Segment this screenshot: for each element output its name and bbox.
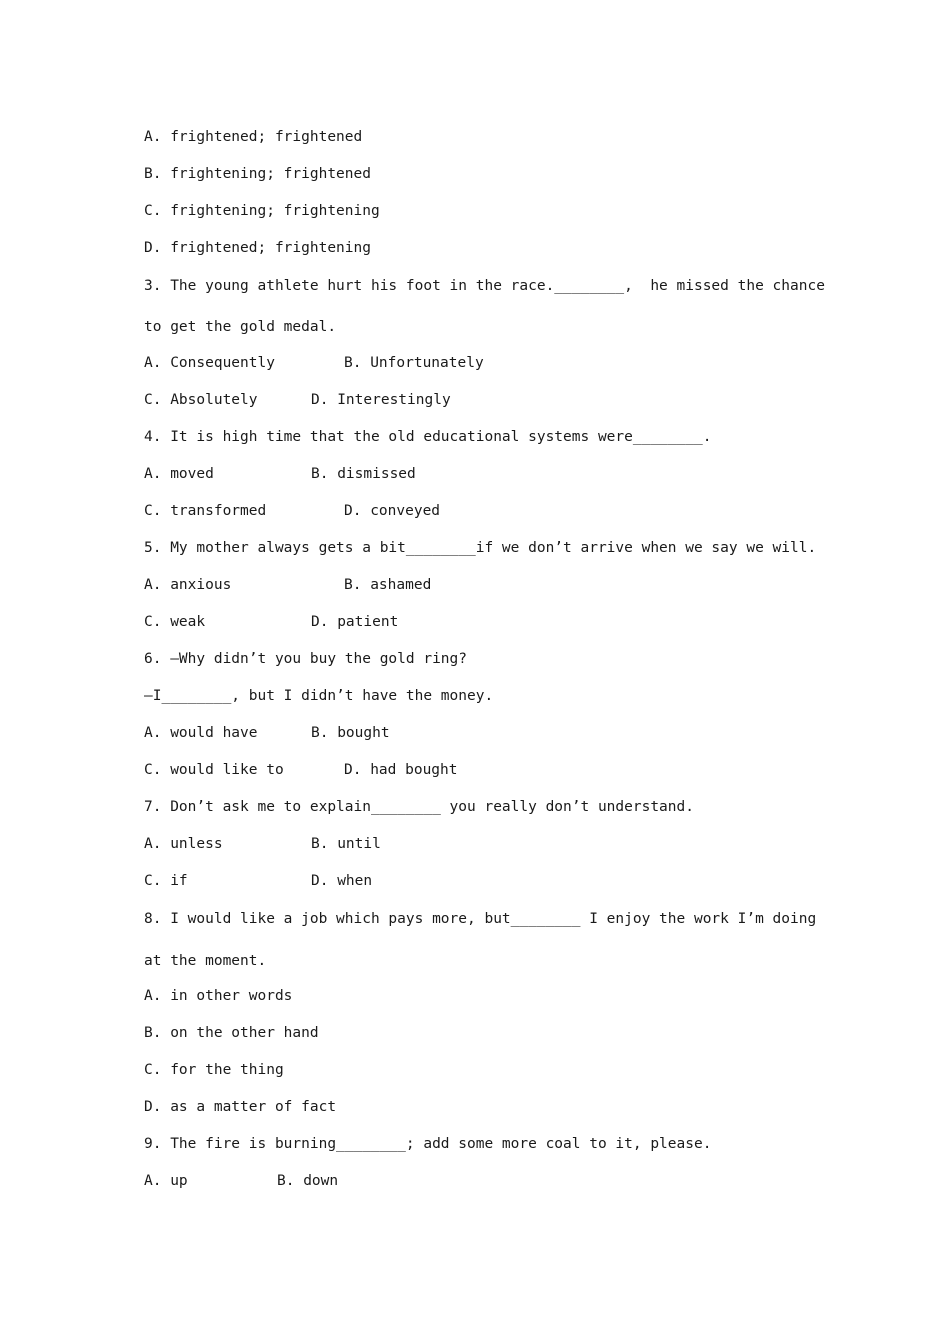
option-text: C. weak <box>144 614 206 630</box>
option-text: B. until <box>311 836 381 852</box>
option-text: A. unless <box>144 836 223 852</box>
question-text: 6. —Why didn’t you buy the gold ring? <box>144 651 468 667</box>
option-text: D. when <box>311 873 373 889</box>
question-text: 7. Don’t ask me to explain________ you really don’t understand. <box>144 799 694 815</box>
option-text: B. Unfortunately <box>344 355 484 371</box>
question-text: 3. The young athlete hurt his foot in the race.________, he missed the chance <box>144 278 825 294</box>
option-text: C. for the thing <box>144 1062 284 1078</box>
question-text: at the moment. <box>144 953 267 969</box>
option-text: C. would like to <box>144 762 284 778</box>
question-text: to get the gold medal. <box>144 319 337 335</box>
option-text: B. bought <box>311 725 390 741</box>
option-text: A. Consequently <box>144 355 275 371</box>
option-text: B. frightening; frightened <box>144 166 371 182</box>
option-text: D. Interestingly <box>311 392 451 408</box>
option-text: A. would have <box>144 725 258 741</box>
option-text: A. moved <box>144 466 214 482</box>
question-text: 5. My mother always gets a bit________if we don’t arrive when we say we will. <box>144 540 817 556</box>
question-text: 9. The fire is burning________; add some more coal to it, please. <box>144 1136 712 1152</box>
question-text: 4. It is high time that the old educational systems were________. <box>144 429 712 445</box>
question-text: —I________, but I didn’t have the money. <box>144 688 494 704</box>
option-text: B. down <box>277 1173 339 1189</box>
question-text: 8. I would like a job which pays more, but________ I enjoy the work I’m doing <box>144 911 817 927</box>
option-text: C. frightening; frightening <box>144 203 380 219</box>
option-text: A. up <box>144 1173 188 1189</box>
option-text: D. conveyed <box>344 503 441 519</box>
option-text: C. if <box>144 873 188 889</box>
option-text: A. frightened; frightened <box>144 129 363 145</box>
option-text: D. patient <box>311 614 399 630</box>
option-text: B. ashamed <box>344 577 432 593</box>
option-text: A. anxious <box>144 577 232 593</box>
option-text: C. Absolutely <box>144 392 258 408</box>
option-text: D. as a matter of fact <box>144 1099 337 1115</box>
option-text: B. on the other hand <box>144 1025 319 1041</box>
option-text: D. had bought <box>344 762 458 778</box>
option-text: D. frightened; frightening <box>144 240 371 256</box>
option-text: C. transformed <box>144 503 267 519</box>
option-text: A. in other words <box>144 988 293 1004</box>
option-text: B. dismissed <box>311 466 416 482</box>
